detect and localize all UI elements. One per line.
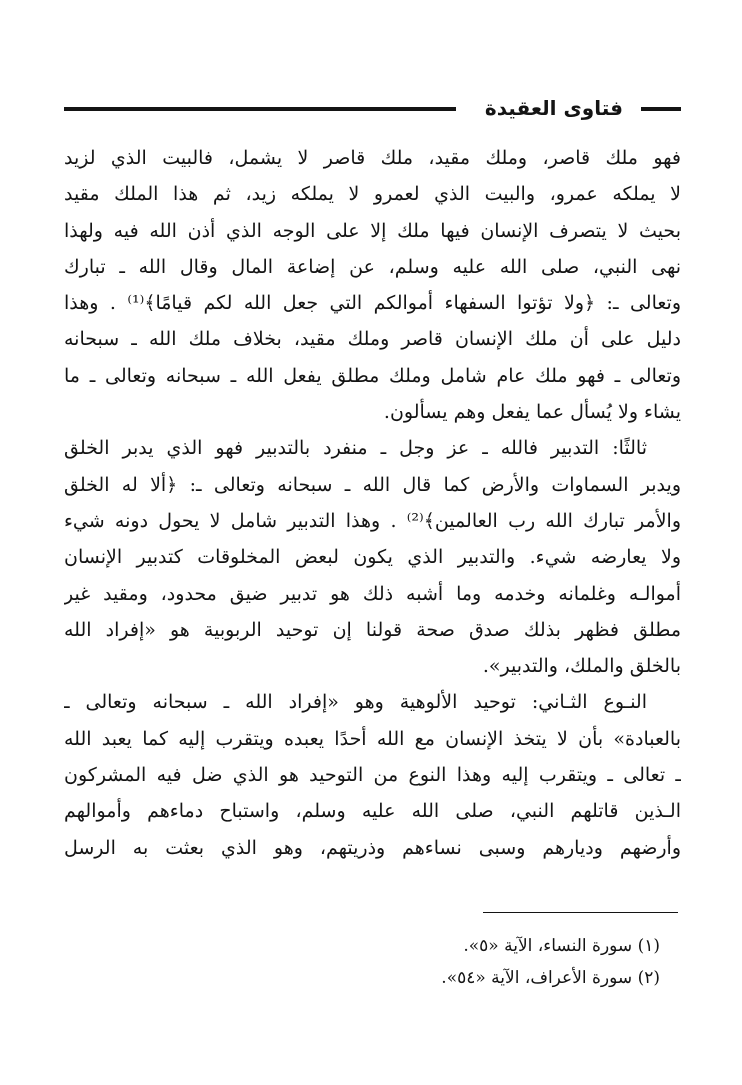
body-line-section-heading: النـوع الثـاني: توحيد الألوهية وهو «إفراد الله ـ سبحانه وتعالى ـ [64,691,647,714]
body-line: والأمر تبارك الله رب العالمين﴾⁽²⁾ . وهذا التدبير شامل لا يحول دونه شيء [64,509,681,532]
body-line: أموالـه وغلمانه وخدمه وما أشبه ذلك هو تدبير ضيق محدود، ومقيد غير [64,582,681,605]
body-line: ولا يعارضه شيء. والتدبير الذي يكون لبعض المخلوقات كتدبير الإنسان [64,546,681,569]
body-line-section-heading: ثالثًا: التدبير فالله ـ عز وجل ـ منفرد بالتدبير فهو الذي يدبر الخلق [64,437,647,460]
body-line: مطلق فظهر بذلك صدق صحة قولنا إن توحيد الربوبية هو «إفراد الله [64,618,681,641]
body-line: وتعالى ـ: ﴿ولا تؤتوا السفهاء أموالكم التي جعل الله لكم قيامًا﴾⁽¹⁾ . وهذا [64,292,681,315]
footnote: (١) سورة النساء، الآية «٥». [463,936,660,956]
footnote-rule [483,912,678,913]
body-line: دليل على أن ملك الإنسان قاصر وملك مقيد، بخلاف ملك الله ـ سبحانه [64,328,681,351]
body-text [64,140,681,866]
body-line: الـذين قاتلهم النبي، صلى الله عليه وسلم، واستباح دماءهم وأموالهم [64,800,681,823]
running-header [64,92,681,124]
body-line: وتعالى ـ فهو ملك عام شامل وملك مطلق يفعل الله ـ سبحانه وتعالى ـ ما [64,364,681,387]
header-title: فتاوى العقيدة [484,96,623,120]
body-line: فهو ملك قاصر، وملك مقيد، ملك قاصر لا يشمل، فالبيت الذي لزيد [64,147,681,169]
footnotes [100,930,660,994]
body-line: وأرضهم وديارهم وسبى نساءهم وذريتهم، وهو الذي بعثت به الرسل [64,836,681,859]
footnote: (٢) سورة الأعراف، الآية «٥٤». [441,968,660,988]
body-line: بالخلق والملك، والتدبير». [482,655,681,678]
header-rule [64,107,456,111]
body-line: نهى النبي، صلى الله عليه وسلم، عن إضاعة المال وقال الله ـ تبارك [64,255,681,278]
body-line: بالعبادة» بأن لا يتخذ الإنسان مع الله أحدًا يعبده ويتقرب إليه كما يعبد الله [64,727,681,750]
body-line: ويدبر السماوات والأرض كما قال الله ـ سبحانه وتعالى ـ: ﴿ألا له الخلق [64,473,681,496]
header-dash [641,107,681,111]
body-line: بحيث لا يتصرف الإنسان فيها ملك إلا على الوجه الذي أذن الله فيه ولهذا [64,219,681,242]
body-line: ـ تعالى ـ ويتقرب إليه وهذا النوع من التوحيد هو الذي ضل فيه المشركون [64,764,681,787]
body-line: لا يملكه عمرو، والبيت الذي لعمرو لا يملكه زيد، ثم هذا الملك مقيد [64,183,681,206]
body-line: يشاء ولا يُسأل عما يفعل وهم يسألون. [383,401,681,424]
